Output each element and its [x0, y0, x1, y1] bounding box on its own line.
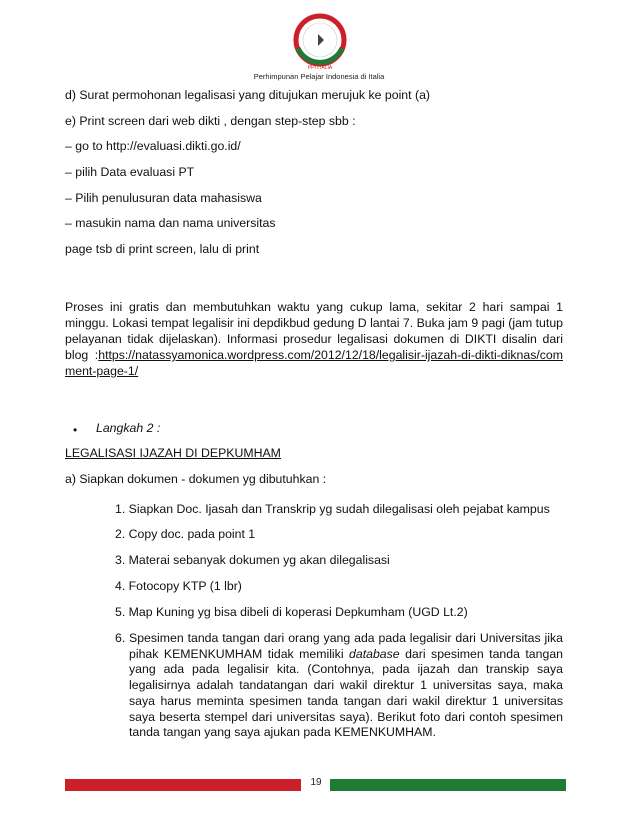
item6-text: [115, 631, 563, 741]
substep-penulusuran: – Pilih penulusuran data mahasiswa: [65, 191, 262, 205]
documents-intro: a) Siapkan dokumen - dokumen yg dibutuhkan :: [65, 472, 327, 486]
footer-red-bar: [65, 779, 301, 791]
step-d-text: d) Surat permohonan legalisasi yang ditujukan merujuk ke point (a): [65, 88, 431, 102]
list-item: 2. Copy doc. pada point 1: [115, 527, 256, 541]
info-paragraph: [65, 299, 563, 379]
logo-text: PPI ITALIA: [307, 65, 333, 71]
substep-masukin-nama: – masukin nama dan nama universitas: [65, 216, 276, 230]
item6-part2: dari spesimen tanda tangan yang ada pada legalisir kita. (Contohnya, pada ijazah dan transkip saya legalisirnya adalah tandatangan dari wakil direktur 1 universitas saya, maka saya harus meminta spesimen tanda tangan dari wakil direktur 1 universitas saya beserta stempel dari universitas saya). Berikut foto dari contoh spesimen tanda tangan yang saya ajukan pada KEMENKUMHAM.: [129, 646, 563, 740]
footer-green-bar: [330, 779, 566, 791]
substep-pilih-data: – pilih Data evaluasi PT: [65, 165, 195, 179]
ppi-italia-logo: [290, 12, 350, 72]
list-item: 3. Materai sebanyak dokumen yg akan dilegalisasi: [115, 553, 390, 567]
item6-number: 6.: [115, 631, 126, 645]
bullet-icon: •: [73, 423, 78, 437]
section-heading: LEGALISASI IJAZAH DI DEPKUMHAM: [65, 446, 281, 460]
item6-emphasis: database: [349, 646, 400, 661]
blog-link[interactable]: https://natassyamonica.wordpress.com/2012/12/18/legalisir-ijazah-di-dikti-diknas/comment-page-1/: [65, 348, 563, 378]
step-e-text: e) Print screen dari web dikti , dengan step-step sbb :: [65, 114, 356, 128]
list-item-6: [115, 631, 563, 741]
step2-title: Langkah 2 :: [96, 421, 161, 435]
item6-part1: Spesimen tanda tangan dari orang yang ada pada legalisir dari Universitas jika pihak KEMENKUMHAM tidak memiliki: [129, 631, 563, 661]
page-number: 19: [310, 777, 322, 788]
list-item: 5. Map Kuning yg bisa dibeli di koperasi Depkumham (UGD Lt.2): [115, 605, 468, 619]
list-item: 1. Siapkan Doc. Ijasah dan Transkrip yg sudah dilegalisasi oleh pejabat kampus: [115, 502, 550, 516]
list-item: 4. Fotocopy KTP (1 lbr): [115, 579, 242, 593]
paragraph-text: Proses ini gratis dan membutuhkan waktu yang cukup lama, sekitar 2 hari sampai 1 minggu. Lokasi tempat legalisir ini depdikbud gedung D lantai 7. Buka jam 9 pagi (jam tutup pelayanan tidak dijelaskan). Informasi prosedur legalisasi dokumen di DIKTI disalin dari blog :: [65, 300, 563, 362]
substep-print: page tsb di print screen, lalu di print: [65, 242, 260, 256]
substep-url: – go to http://evaluasi.dikti.go.id/: [65, 139, 241, 153]
organization-name: Perhimpunan Pelajar Indonesia di Italia: [253, 72, 385, 81]
